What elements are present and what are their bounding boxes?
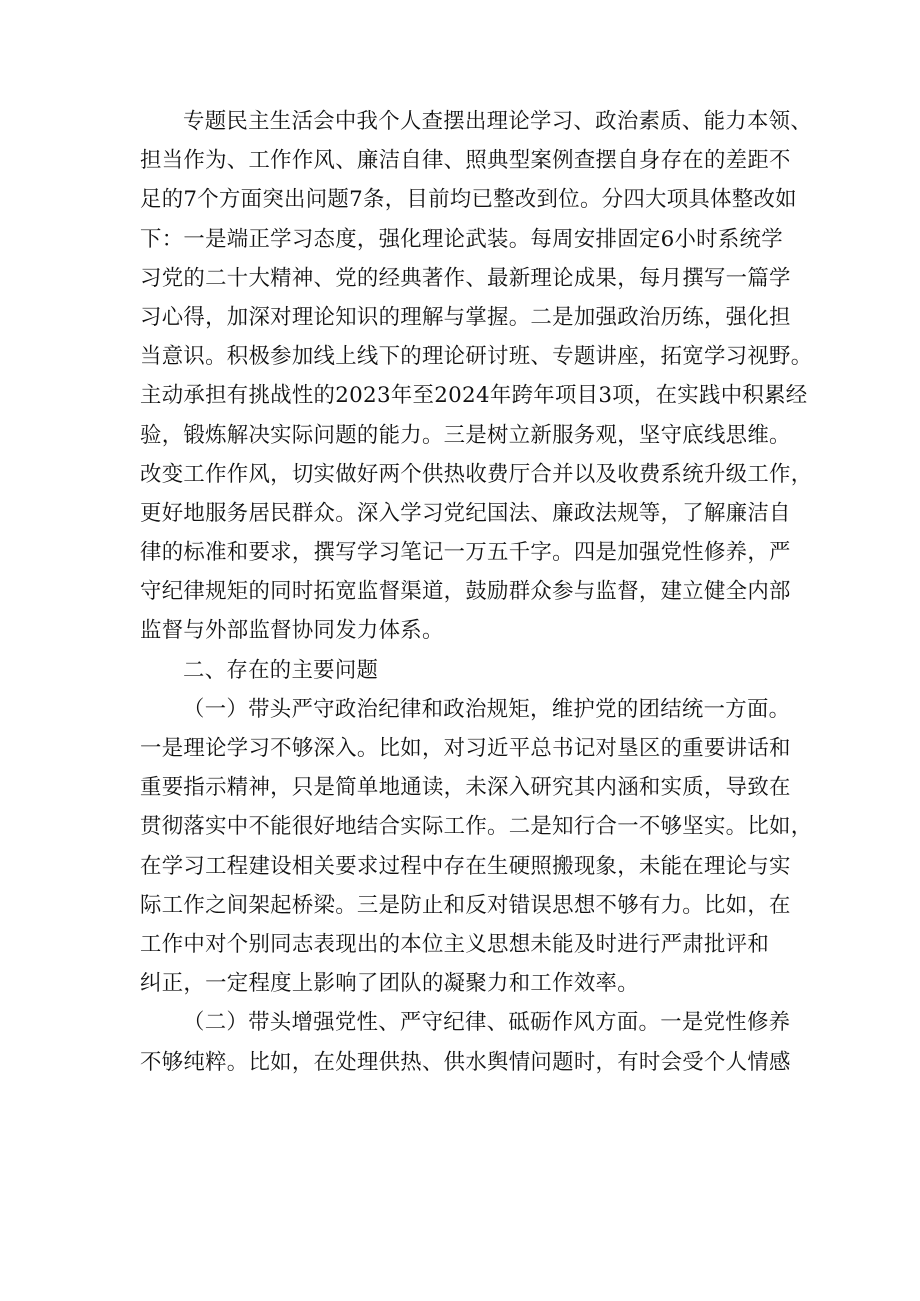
paragraph-line: 当意识。积极参加线上线下的理论研讨班、专题讲座，拓宽学习视野。 — [140, 344, 813, 370]
paragraph-line: 一是理论学习不够深入。比如，对习近平总书记对垦区的重要讲话和 — [140, 736, 791, 761]
paragraph-line: 习心得，加深对理论知识的理解与掌握。二是加强政治历练，强化担 — [140, 304, 791, 330]
paragraph-line: 守纪律规矩的同时拓宽监督渠道，鼓励群众参与监督，建立健全内部 — [140, 579, 791, 605]
paragraph-line: 担当作为、工作作风、廉洁自律、照典型案例查摆自身存在的差距不 — [140, 148, 791, 174]
paragraph-line: 改变工作作风，切实做好两个供热收费厅合并以及收费系统升级工作， — [140, 461, 813, 487]
paragraph-line: 纠正，一定程度上影响了团队的凝聚力和工作效率。 — [140, 971, 639, 997]
paragraph-line: 主动承担有挑战性的2023年至2024年跨年项目3项，在实践中积累经 — [140, 383, 808, 409]
document-body — [140, 102, 813, 1082]
paragraph-line: 在学习工程建设相关要求过程中存在生硬照搬现象，未能在理论与实 — [140, 853, 791, 879]
paragraph-line: 下：一是端正学习态度，强化理论武装。每周安排固定6小时系统学 — [140, 226, 783, 252]
paragraph-line: 工作中对个别同志表现出的本位主义思想未能及时进行严肃批评和 — [140, 931, 770, 957]
paragraph-line: 监督与外部监督协同发力体系。 — [140, 618, 444, 644]
paragraph-line: 不够纯粹。比如，在处理供热、供水舆情问题时，有时会受个人情感 — [140, 1049, 791, 1075]
paragraph-line: 足的7个方面突出问题7条，目前均已整改到位。分四大项具体整改如 — [140, 187, 797, 213]
paragraph-line: 际工作之间架起桥梁。三是防止和反对错误思想不够有力。比如，在 — [140, 892, 791, 918]
paragraph-line: 验，锻炼解决实际问题的能力。三是树立新服务观，坚守底线思维。 — [140, 422, 791, 448]
paragraph-line: 更好地服务居民群众。深入学习党纪国法、廉政法规等，了解廉洁自 — [140, 500, 791, 526]
paragraph-line: 专题民主生活会中我个人查摆出理论学习、政治素质、能力本领、 — [183, 109, 813, 134]
paragraph-line: 律的标准和要求，撰写学习笔记一万五千字。四是加强党性修养，严 — [140, 540, 791, 566]
subsection-heading: （一）带头严守政治纪律和政治规矩，维护党的团结统一方面。 — [183, 696, 791, 722]
section-heading: 二、存在的主要问题 — [183, 657, 379, 683]
paragraph-line: 重要指示精神，只是简单地通读，未深入研究其内涵和实质，导致在 — [140, 775, 791, 801]
subsection-heading: （二）带头增强党性、严守纪律、砥砺作风方面。一是党性修养 — [183, 1010, 791, 1036]
paragraph-line: 贯彻落实中不能很好地结合实际工作。二是知行合一不够坚实。比如， — [140, 814, 813, 840]
paragraph-line: 习党的二十大精神、党的经典著作、最新理论成果，每月撰写一篇学 — [140, 265, 791, 291]
